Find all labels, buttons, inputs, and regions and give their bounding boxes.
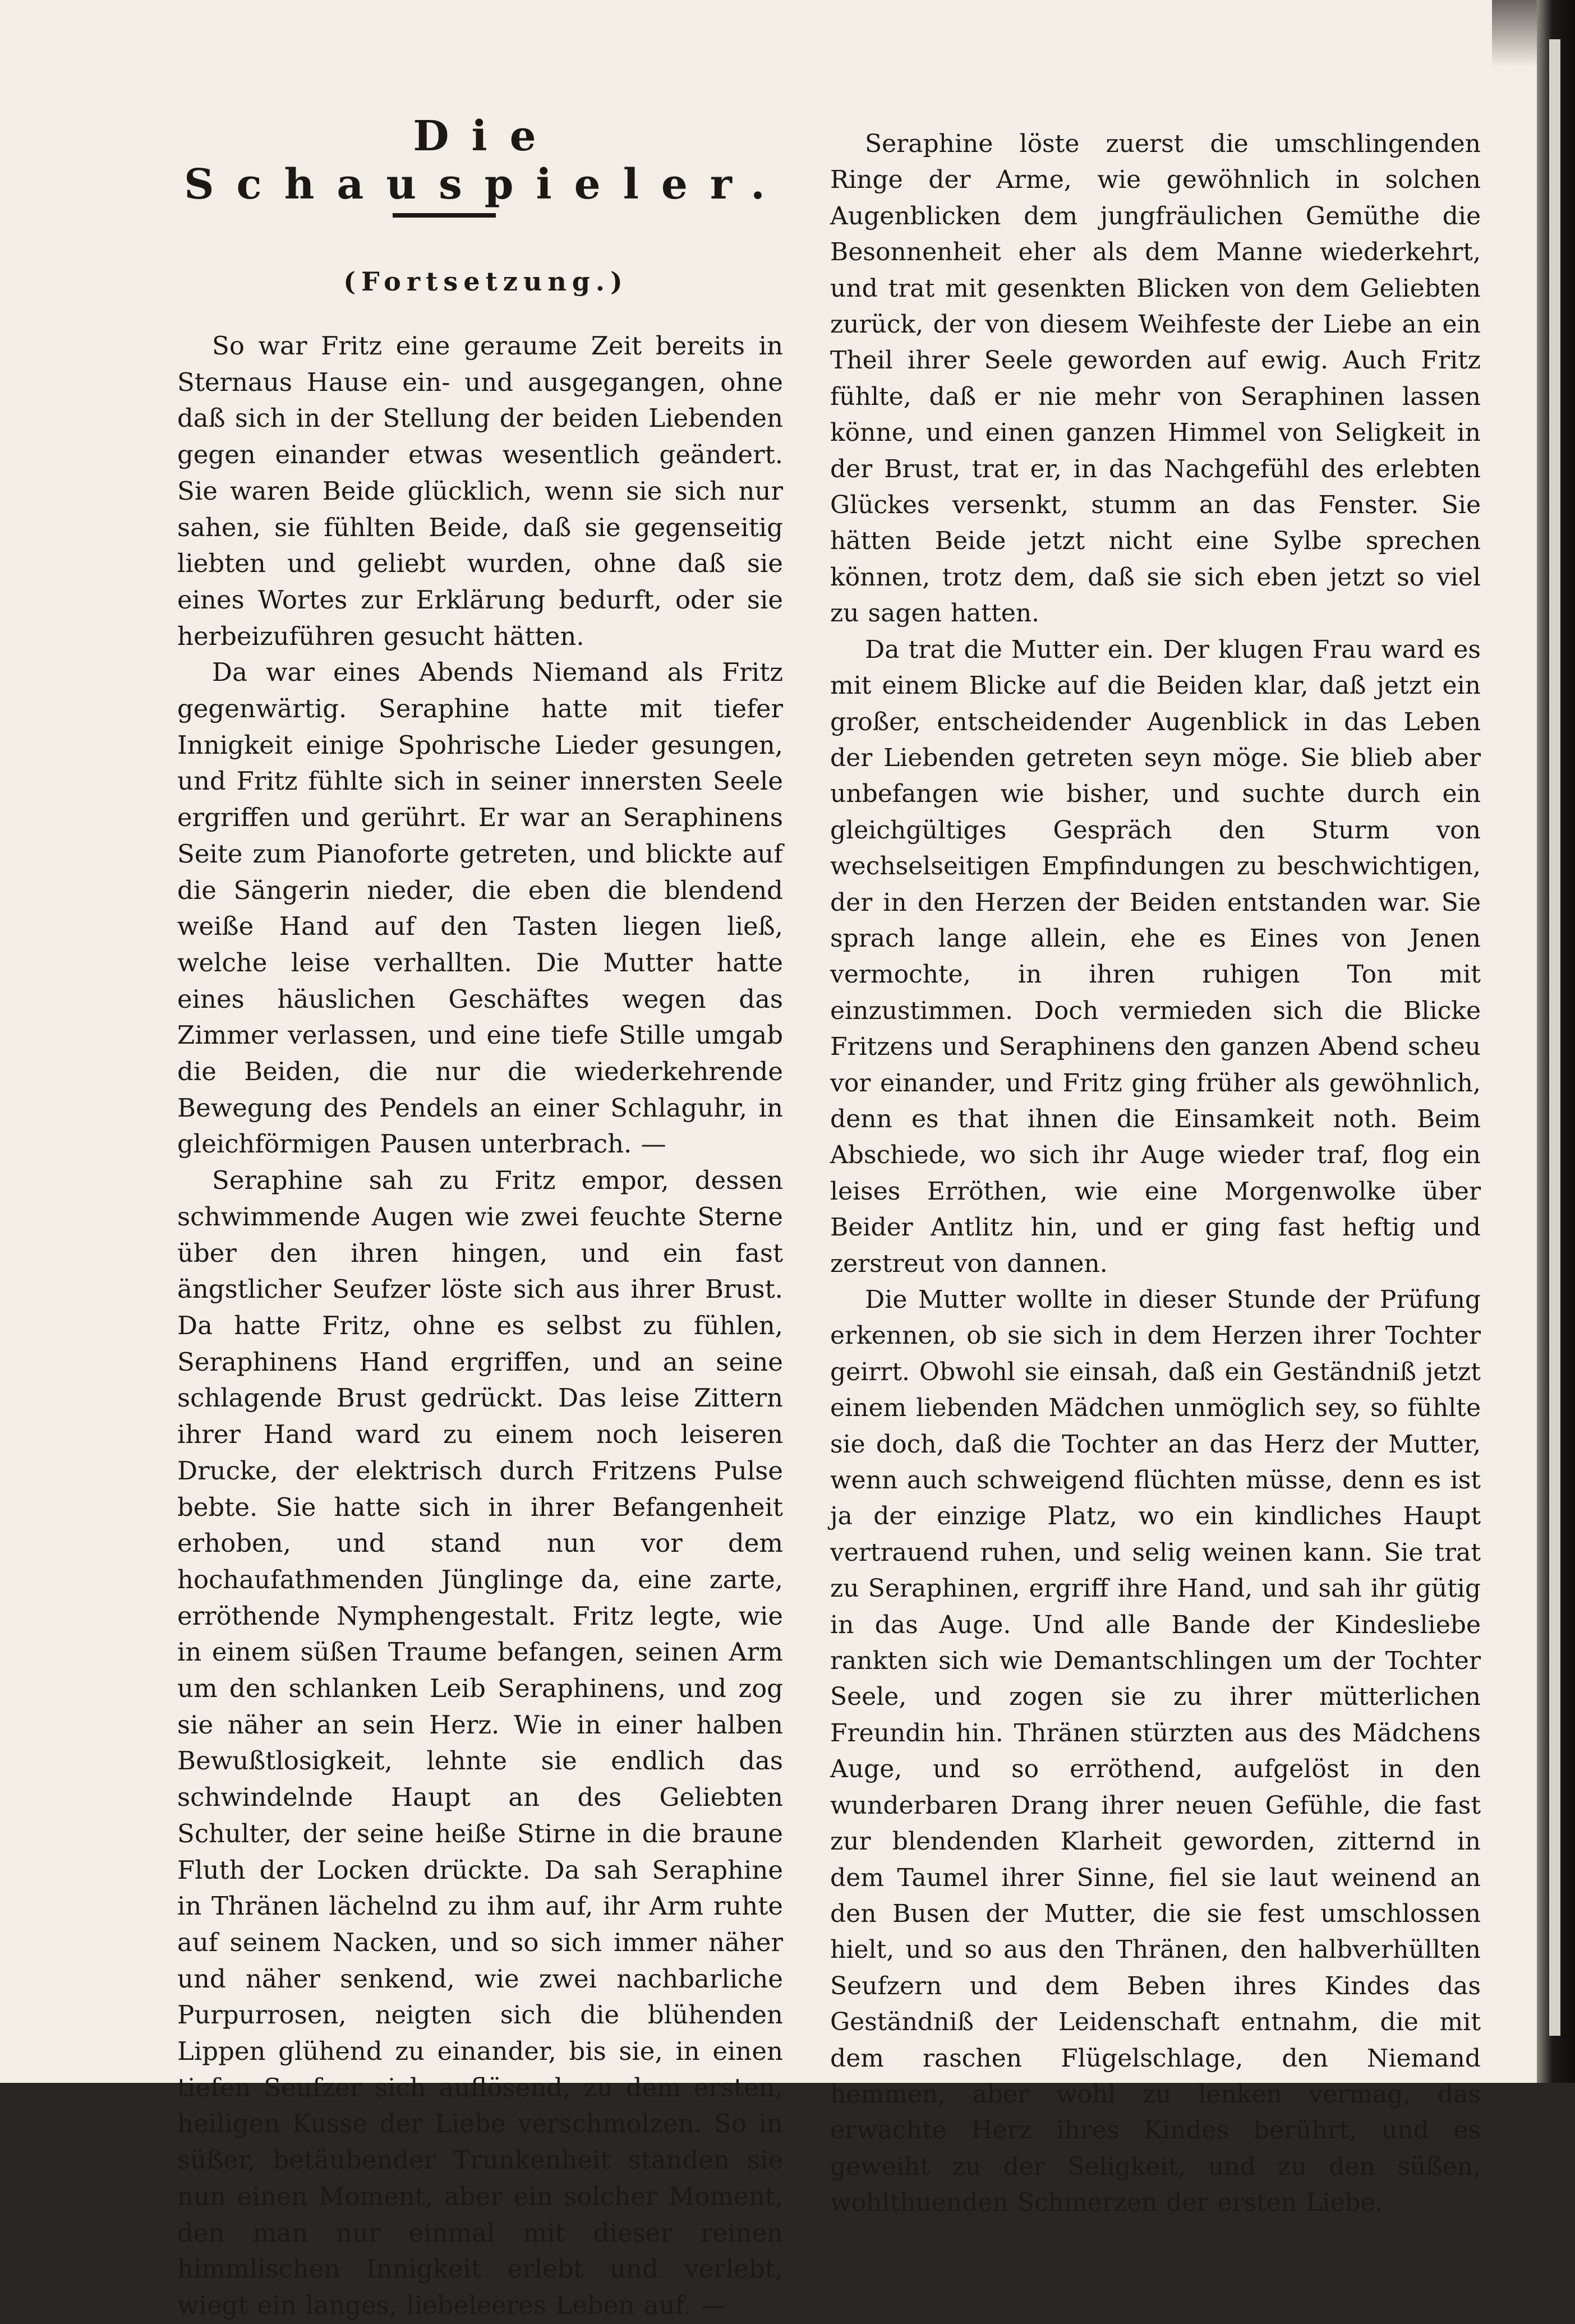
paragraph: Da war eines Abends Niemand als Fritz gegenwärtig. Seraphine hatte mit tiefer Innigkeit einige Spohrische Lieder gesungen, und Fritz fühlte sich in seiner innersten Seele ergriffen und gerührt. Er war an Seraphinens Seite zum Pianoforte getreten, und blickte auf die Sängerin nieder, die eben die blendend weiße Hand auf den Tasten liegen ließ, welche leise verhallten. Die Mutter hatte eines häuslichen Geschäftes wegen das Zimmer verlassen, und eine tiefe Stille umgab die Beiden, die nur die wiederkehrende Bewegung des Pendels an einer Schlaguhr, in gleichförmigen Pausen unterbrach. — [177,657,783,1159]
paragraph: Seraphine sah zu Fritz empor, dessen schwimmende Augen wie zwei feuchte Sterne über den ihren hingen, und ein fast ängstlicher Seufzer löste sich aus ihrer Brust. Da hatte Fritz, ohne es selbst zu fühlen, Seraphinens Hand ergriffen, und an seine schlagende Brust gedrückt. Das leise Zittern ihrer Hand ward zu einem noch leiseren Drucke, der elektrisch durch Fritzens Pulse bebte. Sie hatte sich in ihrer Befangenheit erhoben, und stand nun vor dem hochaufathmenden Jünglinge da, eine zarte, erröthende Nymphengestalt. Fritz legte, wie in einem süßen Traume befangen, seinen Arm um den schlanken Leib Seraphinens, und zog sie näher an sein Herz. Wie in einer halben Bewußtlosigkeit, lehnte sie endlich das schwindelnde Haupt an des Geliebten Schulter, der seine heiße Stirne in die braune Fluth der Locken drückte. Da sah Seraphine in Thränen lächelnd zu ihm auf, ihr Arm ruhte auf seinem Nacken, und so sich immer näher und näher senkend, wie zwei nachbarliche Purpurrosen, neigten sich die blühenden Lippen glühend zu einander, bis sie, in einen tiefen Seufzer sich auflösend, zu dem ersten, heiligen Kusse der Liebe verschmolzen. So in süßer, betäubender Trunkenheit standen sie nun einen Moment, aber ein solcher Moment, den man nur einmal mit dieser reinen himmlischen Innigkeit erlebt und verlebt, wiegt ein langes, liebeleeres Leben auf. — [177,1165,783,2320]
paragraph: Seraphine löste zuerst die umschlingenden Ringe der Arme, wie gewöhnlich in solchen Augenblicken dem jungfräulichen Gemüthe die Besonnenheit eher als dem Manne wiederkehrt, und trat mit gesenkten Blicken von dem Geliebten zurück, der von diesem Weihfeste der Liebe an ein Theil ihrer Seele geworden auf ewig. Auch Fritz fühlte, daß er nie mehr von Seraphinen lassen könne, und einen ganzen Himmel von Seligkeit in der Brust, trat er, in das Nachgefühl des erlebten Glückes versenkt, stumm an das Fenster. Sie hätten Beide jetzt nicht eine Sylbe sprechen können, trotz dem, daß sie sich eben jetzt so viel zu sagen hatten. [830,130,1481,628]
continuation-note: (Fortsetzung.) [343,266,628,297]
title-rule [393,213,496,218]
paragraph: Da trat die Mutter ein. Der klugen Frau ward es mit einem Blicke auf die Beiden klar, daß jetzt ein großer, entscheidender Augenblick in das Leben der Liebenden getreten seyn möge. Sie blieb aber unbefangen wie bisher, und suchte durch ein gleichgültiges Gespräch den Sturm von wechselseitigen Empfindungen zu beschwichtigen, der in den Herzen der Beiden entstanden war. Sie sprach lange allein, ehe es Eines von Jenen vermochte, in ihren ruhigen Ton mit einzustimmen. Doch vermieden sich die Blicke Fritzens und Seraphinens den ganzen Abend scheu vor einander, und Fritz ging früher als gewöhnlich, denn es that ihnen die Einsamkeit noth. Beim Abschiede, wo sich ihr Auge wieder traf, flog ein leises Erröthen, wie eine Morgenwolke über Beider Antlitz hin, und er ging fast heftig und zerstreut von dannen. [830,635,1481,1278]
right-column [830,126,1481,2221]
page-corner-shadow [1492,0,1537,67]
left-column [177,328,783,2324]
paragraph: Die Mutter wollte in dieser Stunde der Prüfung erkennen, ob sie sich in dem Herzen ihrer Tochter geirrt. Obwohl sie einsah, daß ein Geständniß jetzt einem liebenden Mädchen unmöglich sey, so fühlte sie doch, daß die Tochter an das Herz der Mutter, wenn auch schweigend flüchten müsse, denn es ist ja der einzige Platz, wo ein kindliches Haupt vertrauend ruhen, und selig weinen kann. Sie trat zu Seraphinen, ergriff ihre Hand, und sah ihr gütig in das Auge. Und alle Bande der Kindesliebe rankten sich wie Demantschlingen um der Tochter Seele, und zogen sie zu ihrer mütterlichen Freundin hin. Thränen stürzten aus des Mädchens Auge, und so erröthend, aufgelöst in den wunderbaren Drang ihrer neuen Gefühle, die fast zur blendenden Klarheit geworden, zitternd in dem Taumel ihrer Sinne, fiel sie laut weinend an den Busen der Mutter, die sie fest umschlossen hielt, und so aus den Thränen, den halbverhüllten Seufzern und dem Beben ihres Kindes das Geständniß der Leidenschaft entnahm, die mit dem raschen Flügelschlage, den Niemand hemmen, aber wohl zu lenken vermag, das erwachte Herz ihres Kindes berührt, und es geweiht zu der Seligkeit, und zu den süßen, wohlthuenden Schmerzen der ersten Liebe. [830,1285,1481,2217]
page-edge-highlight [1549,39,1560,2036]
paragraph: So war Fritz eine geraume Zeit bereits in Sternaus Hause ein- und ausgegangen, ohne daß sich in der Stellung der beiden Liebenden gegen einander etwas wesentlich geändert. Sie waren Beide glücklich, wenn sie sich nur sahen, sie fühlten Beide, daß sie gegenseitig liebten und geliebt wurden, ohne daß sie eines Wortes zur Erklärung bedurft, oder sie herbeizuführen gesucht hätten. [177,331,783,651]
article-title: Die Schauspieler. [184,112,788,209]
